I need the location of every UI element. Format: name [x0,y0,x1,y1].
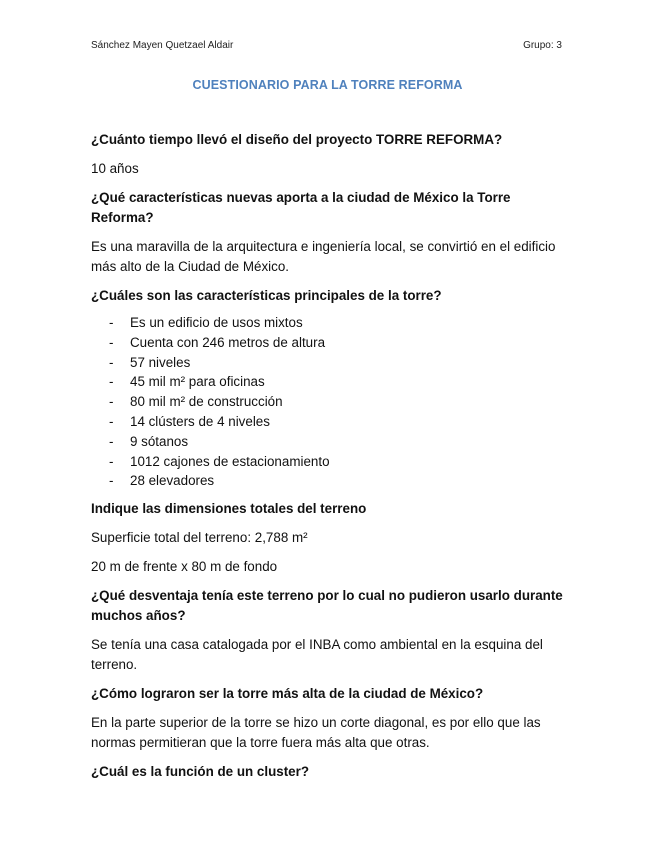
question: ¿Qué desventaja tenía este terreno por lo cual no pudieron usarlo durante muchos años? [91,588,563,624]
page-header [91,40,562,51]
answer: Es una maravilla de la arquitectura e ingeniería local, se convirtió en el edificio más alto de la Ciudad de México. [91,239,556,274]
answer: 20 m de frente x 80 m de fondo [91,559,278,575]
author-name: Sánchez Mayen Quetzael Aldair [91,40,234,51]
question: ¿Cuáles son las características principales de la torre? [91,288,442,303]
question: ¿Cuánto tiempo llevó el diseño del proyecto TORRE REFORMA? [91,132,503,147]
question: ¿Qué características nuevas aporta a la ciudad de México la Torre Reforma? [91,190,511,225]
list-item: - 1012 cajones de estacionamiento [109,452,571,472]
question: ¿Cuál es la función de un cluster? [91,764,310,780]
list-item: - Cuenta con 246 metros de altura [109,333,571,353]
document-title: CUESTIONARIO PARA LA TORRE REFORMA [192,78,463,92]
features-list [109,313,571,491]
list-item: - 14 clústers de 4 niveles [109,412,571,432]
document-body [91,130,571,791]
answer: Se tenía una casa catalogada por el INBA como ambiental en la esquina del terreno. [91,637,543,673]
question: Indique las dimensiones totales del terreno [91,501,367,517]
question: ¿Cómo lograron ser la torre más alta de la ciudad de México? [91,686,484,702]
list-item: - 57 niveles [109,353,571,373]
answer: Superficie total del terreno: 2,788 m² [91,530,308,546]
list-item: - 80 mil m² de construcción [109,392,571,412]
answer: 10 años [91,161,139,176]
group-number: Grupo: 3 [523,40,562,51]
list-item: - 45 mil m² para oficinas [109,372,571,392]
list-item: - Es un edificio de usos mixtos [109,313,571,333]
list-item: - 28 elevadores [109,471,571,491]
answer: En la parte superior de la torre se hizo un corte diagonal, es por ello que las normas permitieran que la torre fuera más alta que otras. [91,715,541,751]
list-item: - 9 sótanos [109,432,571,452]
